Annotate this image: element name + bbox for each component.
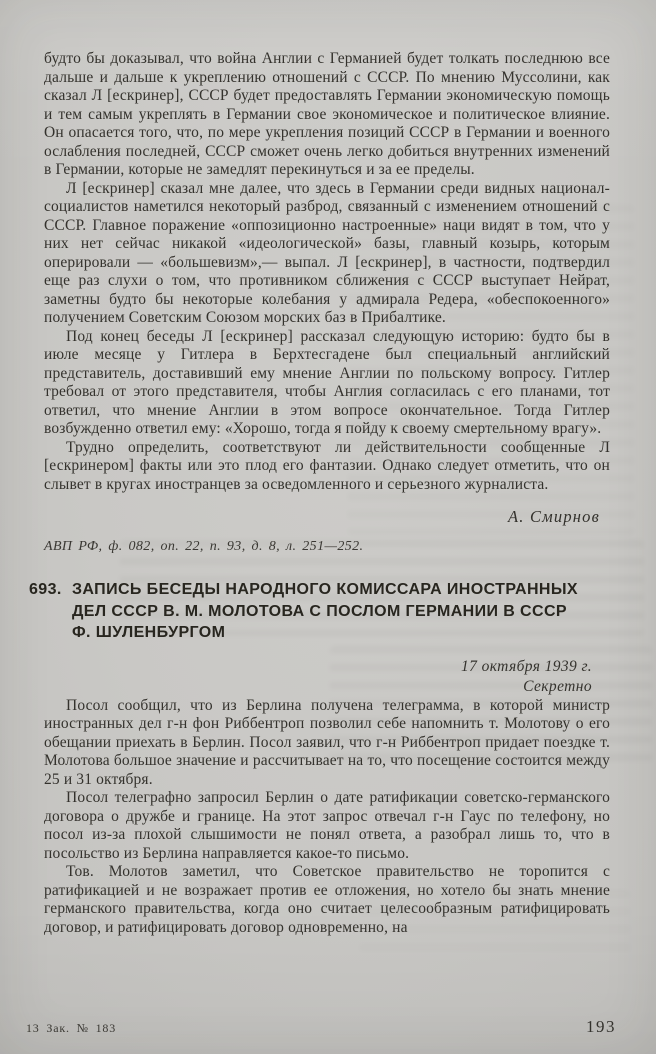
document-title-line3: Ф. ШУЛЕНБУРГОМ (72, 624, 226, 641)
page-number: 193 (586, 1017, 616, 1036)
body-paragraph: Трудно определить, соответствуют ли действительности сообщенные Л [ескринером] факты или это плод его фантазии. Однако следует отметить, что он слывет в кругах иностранцев за осведомленного и серьезного журналиста. (44, 438, 610, 493)
document-heading (29, 579, 610, 644)
date-classification-block (44, 657, 610, 697)
body-paragraph: Под конец беседы Л [ескринер] рассказал следующую историю: будто бы в июле месяце у Гитлера в Берхтесгадене был специальный английский представитель, доставивший ему мнение Англии по польскому вопросу. Гитлер требовал от этого представителя, чтобы Англия согласилась с его планами, тот ответил, что мнение Англии в этом вопросе окончательное. Тогда Гитлер возбужденно ответил ему: «Хорошо, тогда я пойду к своему смертельному врагу». (44, 327, 610, 437)
body-paragraph: Л [ескринер] сказал мне далее, что здесь в Германии среди видных национал-социалистов наметился некоторый разброд, связанный с изменением отношений с СССР. Главное поражение «оппозиционно настроенные» наци видят в том, что у них нет сейчас никакой «идеологической» базы, главный козырь, которым оперировали — «большевизм»,— выпал. Л [ескринер], в частности, подтвердил еще раз слухи о том, что противником сближения с СССР выступает Нейрат, заметны будто бы некоторые колебания у адмирала Редера, «обеспокоенного» получением Советским Союзом морских баз в Прибалтике. (44, 179, 610, 326)
printer-mark: 13 Зак. № 183 (26, 1021, 117, 1035)
body-paragraph-continuation: будто бы доказывал, что война Англии с Германией будет толкать последнюю все дальше и дальше к укреплению отношений с СССР. По мнению Муссолини, как сказал Л [ескринер], СССР будет предоставлять Германии экономическую помощь и тем самым укреплять в Германии свое экономическое и политическое влияние. Он опасается того, что, по мере укрепления позиций СССР в Германии и военного ослабления последней, СССР сможет очень легко добиться внутренних изменений в Германии, которые не замедлят перекинуться и за ее пределы. (44, 50, 610, 178)
body-paragraph: Посол телеграфно запросил Берлин о дате ратификации советско-германского договора о дружбе и границе. На этот запрос отвечал г-н Гаус по телефону, но посол из-за плохой слышимости не понял ответа, а разобрал лишь то, что в посольство из Берлина направляется какое-то письмо. (44, 789, 610, 862)
archive-reference: АВП РФ, ф. 082, оп. 22, п. 93, д. 8, л. 251—252. (44, 539, 364, 554)
text-block (29, 50, 610, 937)
document-title-line2: ДЕЛ СССР В. М. МОЛОТОВА С ПОСЛОМ ГЕРМАНИИ В СССР (72, 602, 567, 620)
body-paragraph: Посол сообщил, что из Берлина получена телеграмма, в которой министр иностранных дел г-н фон Риббентроп позволил себе напомнить т. Молотову о его обещании приехать в Берлин. Посол заявил, что г-н Риббентроп придает поездке т. Молотова большое значение и рассчитывает на то, что посещение состоится между 25 и 31 октября. (44, 696, 610, 788)
document-date: 17 октября 1939 г. (461, 657, 592, 675)
document-number: 693. (29, 581, 62, 598)
document-title-line1: ЗАПИСЬ БЕСЕДЫ НАРОДНОГО КОМИССАРА ИНОСТРАННЫХ (72, 581, 578, 598)
body-paragraph: Тов. Молотов заметил, что Советское правительство не торопится с ратификацией и не возражает против ее отложения, но хотело бы знать мнение германского правительства, когда оно считает целесообразным ратифицировать договор, и ратифицировать договор одновременно, на (44, 863, 610, 936)
signature: А. Смирнов (508, 507, 600, 526)
classification-label: Секретно (523, 677, 592, 695)
